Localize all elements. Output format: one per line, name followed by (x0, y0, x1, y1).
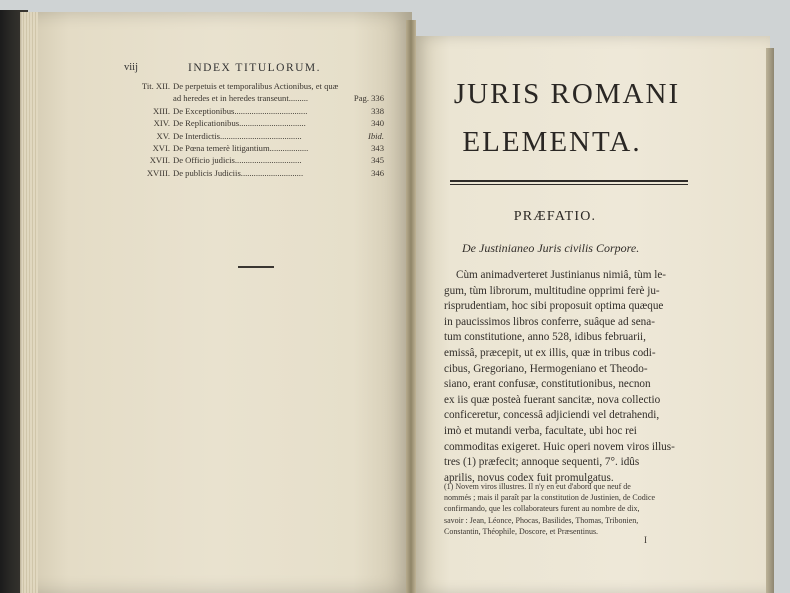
left-page-number: viij (124, 62, 139, 73)
index-entry-text: De Pœna temerè litigantium.................. (173, 142, 309, 153)
body-line: cibus, Gregoriano, Hermogeniano et Theodo- (444, 362, 648, 375)
index-entry-page: 340 (371, 118, 384, 129)
body-line: aprilis, novus codex fuit promulgatus. (444, 471, 614, 484)
index-entry (126, 80, 384, 92)
index-entry (126, 167, 384, 179)
index-entry-page: 338 (371, 105, 384, 116)
index-entry-text: De publicis Judiciis............................. (173, 167, 304, 178)
book-title-line2: ELEMENTA. (462, 126, 642, 158)
index-entry-text: De Interdictis...................................... (173, 130, 302, 141)
index-entry-number: XVII. (149, 155, 170, 166)
index-entry (126, 117, 384, 129)
index-entry (126, 105, 384, 117)
body-line: siano, erant confusæ, constitutionibus, necnon (444, 378, 651, 391)
body-line: in paucissimos libros conferre, suâque ad sena- (444, 315, 655, 328)
footnote-line: nommés ; mais il paraît par la constitution de Justinien, de Codice (444, 493, 656, 503)
index-entry-page: 343 (371, 142, 384, 153)
index-list (126, 80, 384, 179)
body-line: commoditas exigeret. Huic operi novem viros illus- (444, 440, 675, 453)
index-entry-page: 346 (371, 167, 384, 178)
body-line: ex iis quæ posteà fuerant sancitæ, nova collectio (444, 393, 661, 406)
index-entry-text: ad heredes et in heredes transeunt......... (173, 93, 309, 104)
signature-mark: I (644, 535, 647, 545)
index-entry-number: XIV. (153, 118, 170, 129)
footnote-line: (1) Novem viros illustres. Il n'y en eut d'abord que neuf de (444, 482, 631, 491)
index-entry-text: De Replicationibus............................... (173, 118, 306, 129)
footnote-line: confirmando, que les collaborateurs furent au nombre de dix, (444, 504, 640, 514)
index-entry (126, 130, 384, 142)
index-entry-page: Ibid. (368, 130, 384, 141)
section-subtitle: De Justinianeo Juris civilis Corpore. (462, 241, 640, 255)
book-gutter (406, 20, 416, 593)
index-entry-number: XVI. (152, 142, 170, 153)
index-entry (126, 92, 384, 104)
body-line: Cùm animadverteret Justinianus nimiâ, tùm le- (456, 269, 667, 281)
book-title-line1: JURIS ROMANI (453, 78, 681, 110)
body-line: risprudentiam, hoc sibi proposuit optima quæque (444, 300, 664, 313)
index-entry (126, 154, 384, 166)
index-entry-page: 345 (371, 155, 384, 166)
index-entry-text: De Exceptionibus.................................. (173, 105, 308, 116)
index-entry (126, 142, 384, 154)
footnote (444, 481, 706, 537)
index-entry-number: Tit. XII. (141, 81, 170, 91)
body-text (444, 268, 706, 486)
footnote-line: Constantin, Théophile, Doscore, et Præsentinus. (444, 526, 599, 536)
section-title: PRÆFATIO. (513, 209, 597, 224)
body-line: conficeretur, concessâ adjiciendi vel detrahendi, (444, 409, 660, 422)
left-page-stack-edge (20, 12, 38, 593)
end-rule (238, 266, 274, 268)
footnote-line: savoir : Jean, Léonce, Phocas, Basilides, Thomas, Tribonien, (444, 515, 639, 525)
title-double-rule (450, 180, 688, 185)
index-entry-text: De perpetuis et temporalibus Actionibus, et quæ (173, 81, 339, 91)
body-line: tres (1) præfecit; annoque sequenti, 7°. idûs (444, 456, 640, 469)
index-entry-text: De Officio judicis............................... (173, 155, 302, 166)
right-page-stack-edge (766, 48, 774, 593)
index-entry-number: XVIII. (146, 167, 170, 178)
index-entry-number: XV. (156, 130, 170, 141)
body-line: tum constitutione, anno 528, idibus februarii, (444, 331, 646, 344)
body-line: emissâ, præcepit, ut ex illis, quæ in tribus codi- (444, 346, 656, 359)
index-entry-page: Pag. 336 (353, 93, 384, 104)
body-line: imò et mutandi verba, facultate, ubi hoc rei (444, 424, 637, 437)
index-entry-number: XIII. (153, 105, 170, 116)
body-line: gum, tùm librorum, multitudine opprimi ferè ju- (444, 284, 660, 297)
index-title: INDEX TITULORUM. (188, 62, 322, 74)
